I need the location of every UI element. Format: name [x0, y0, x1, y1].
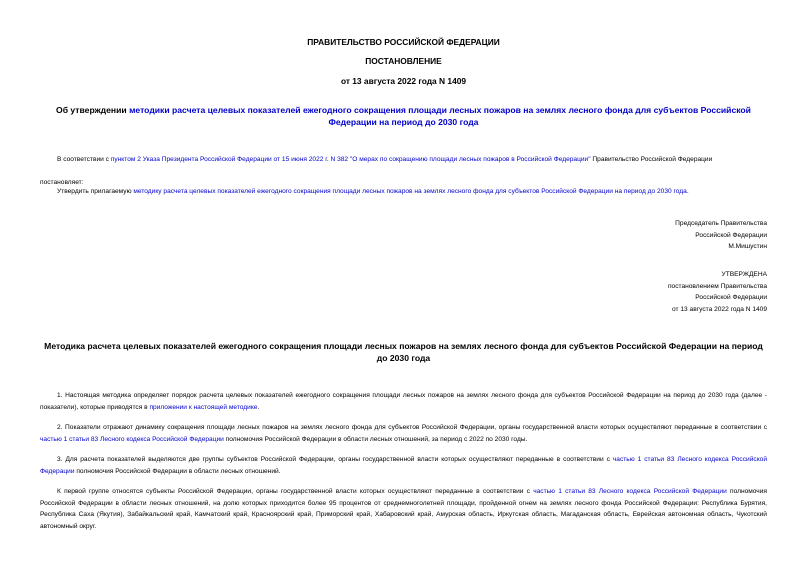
signature-org: Российской Федерации — [695, 231, 767, 239]
methodology-link[interactable]: методики расчета целевых показателей ежегодного сокращения площади лесных пожаров на землях лесного фонда для субъектов Российской Федерации на период до 2030 года — [129, 105, 751, 127]
paragraph-2-text: 2. Показатели отражают динамику сокращения площади лесных пожаров на землях лесного фонда для субъектов Российской Федерации, органы государственной власти которых осуществляют переданные в соответствии с — [57, 424, 767, 431]
approve-paragraph — [57, 186, 689, 198]
government-heading: ПРАВИТЕЛЬСТВО РОССИЙСКОЙ ФЕДЕРАЦИИ — [307, 37, 500, 47]
paragraph-2 — [40, 422, 767, 445]
approved-label: УТВЕРЖДЕНА — [721, 271, 767, 278]
signature-name: М.Мишустин — [728, 243, 767, 250]
approve-methodology-link[interactable]: методику расчета целевых показателей ежегодного сокращения площади лесных пожаров на землях лесного фонда для субъектов Российской Федерации на период до 2030 года — [133, 188, 687, 195]
paragraph-3-end: полномочия Российской Федерации в области лесных отношений. — [74, 467, 281, 475]
paragraph-1 — [40, 390, 767, 413]
postanovlyaet-text: постановляет: — [40, 179, 84, 186]
appendix-link[interactable]: приложении к настоящей методике — [149, 403, 258, 411]
signature-block — [675, 218, 767, 253]
preamble-text: В соответствии с — [57, 156, 111, 163]
paragraph-4-text: К первой группе относятся субъекты Российской Федерации, органы государственной власти которых осуществляют переданные в соответствии с — [57, 488, 534, 495]
document-title — [40, 104, 767, 128]
document-type: ПОСТАНОВЛЕНИЕ — [365, 56, 442, 66]
paragraph-2-end: полномочия Российской Федерации в области лесных отношений, за период с 2022 по 2030 годы. — [223, 435, 528, 443]
approve-text: Утвердить прилагаемую — [57, 188, 134, 195]
methodology-title: Методика расчета целевых показателей ежегодного сокращения площади лесных пожаров на землях лесного фонда для субъектов Российской Федерации на период до 2030 года — [44, 341, 763, 363]
decree-link[interactable]: пунктом 2 Указа Президента Российской Федерации от 15 июня 2022 г. N 382 "О мерах по сокращению площади лесных пожаров в Российской Федерации" — [110, 156, 591, 163]
paragraph-3-text: 3. Для расчета показателей выделяются две группы субъектов Российской Федерации, органы государственной власти которых осуществляют переданные в соответствии с — [57, 456, 613, 463]
approved-block — [668, 269, 767, 315]
forest-code-link[interactable]: частью 1 статьи 83 Лесного кодекса Российской Федерации — [533, 488, 727, 495]
document-title-prefix: Об утверждении — [56, 105, 130, 115]
approved-org: Российской Федерации — [695, 294, 767, 301]
paragraph-4 — [40, 486, 767, 532]
approve-text-end: . — [686, 188, 689, 195]
paragraph-3 — [40, 454, 767, 477]
paragraph-1-text: 1. Настоящая методика определяет порядок расчета целевых показателей ежегодного сокращения площади лесных пожаров на землях лесного фонда для субъектов Российской Федерации на период до 2030 года (далее - показатели), которые приводятся в — [40, 392, 767, 411]
preamble-text-end: Правительство Российской Федерации — [590, 156, 713, 163]
preamble-paragraph — [57, 154, 712, 166]
signature-position: Председатель Правительства — [675, 220, 767, 227]
forest-code-link[interactable]: частью 1 статьи 83 Лесного кодекса Российской Федерации — [40, 456, 768, 475]
paragraph-4-end: полномочия Российской Федерации в области лесных отношений, на долю которых приходится более 95 процентов от среднемноголетней площади, пройденной огнем на землях лесного фонда Российской Федерации: Республика Бурятия, Республика Саха (Якутия), Забайкальский край, Камчатский край, Красноярский край, Приморский край, Хабаровский край, Амурская область, Иркутская область, Магаданская область, Еврейская автономная область, Чукотский автономный округ. — [40, 488, 767, 530]
paragraph-1-end: . — [257, 403, 260, 411]
forest-code-link[interactable]: частью 1 статьи 83 Лесного кодекса Российской Федерации — [40, 435, 224, 443]
approved-date: от 13 августа 2022 года N 1409 — [672, 305, 767, 313]
document-date-number: от 13 августа 2022 года N 1409 — [340, 76, 467, 86]
approved-by: постановлением Правительства — [667, 282, 767, 290]
